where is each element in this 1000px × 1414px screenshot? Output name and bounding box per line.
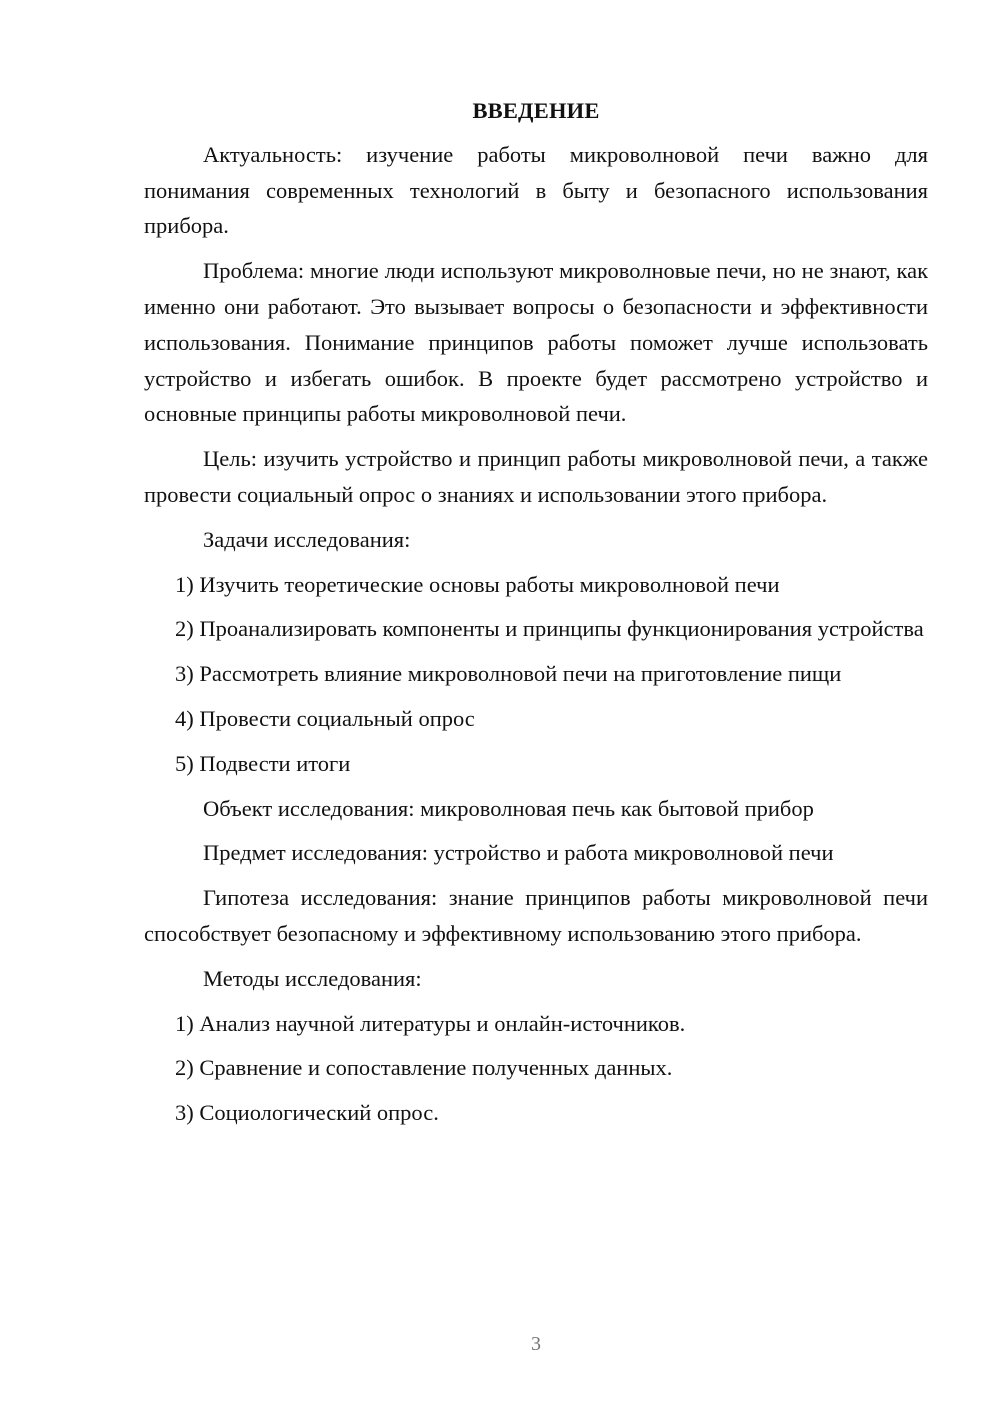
task-item: 3) Рассмотреть влияние микроволновой печи на приготовление пищи xyxy=(175,661,842,687)
task-item: 1) Изучить теоретические основы работы микроволновой печи xyxy=(175,571,780,597)
method-item: 2) Сравнение и сопоставление полученных данных. xyxy=(175,1055,673,1081)
problem-paragraph: Проблема: многие люди используют микроволновые печи, но не знают, как именно они работают. Это вызывает вопросы о безопасности и эффективности использования. Понимание принципов работы поможет лучше использовать устройство и избегать ошибок. В проекте будет рассмотрено устройство и основные принципы работы микроволновой печи. xyxy=(144,258,928,427)
task-item: 4) Провести социальный опрос xyxy=(175,705,475,731)
hypothesis-paragraph: Гипотеза исследования: знание принципов работы микроволновой печи способствует безопасному и эффективному использованию этого прибора. xyxy=(144,885,928,946)
method-item: 3) Социологический опрос. xyxy=(175,1100,439,1126)
document-title: ВВЕДЕНИЕ xyxy=(472,98,600,123)
methods-heading: Методы исследования: xyxy=(203,965,422,991)
task-item: 5) Подвести итоги xyxy=(175,750,351,776)
document-content xyxy=(144,93,928,1140)
goal-paragraph: Цель: изучить устройство и принцип работы микроволновой печи, а также провести социальный опрос о знаниях и использовании этого прибора. xyxy=(144,446,928,507)
object-paragraph: Объект исследования: микроволновая печь как бытовой прибор xyxy=(203,795,814,821)
tasks-heading: Задачи исследования: xyxy=(203,526,411,552)
method-item: 1) Анализ научной литературы и онлайн-источников. xyxy=(175,1010,686,1036)
subject-paragraph: Предмет исследования: устройство и работа микроволновой печи xyxy=(203,840,834,866)
page-number: 3 xyxy=(531,1333,541,1355)
task-item: 2) Проанализировать компоненты и принципы функционирования устройства xyxy=(175,616,924,642)
relevance-paragraph: Актуальность: изучение работы микроволновой печи важно для понимания современных технологий в быту и безопасного использования прибора. xyxy=(144,141,928,239)
